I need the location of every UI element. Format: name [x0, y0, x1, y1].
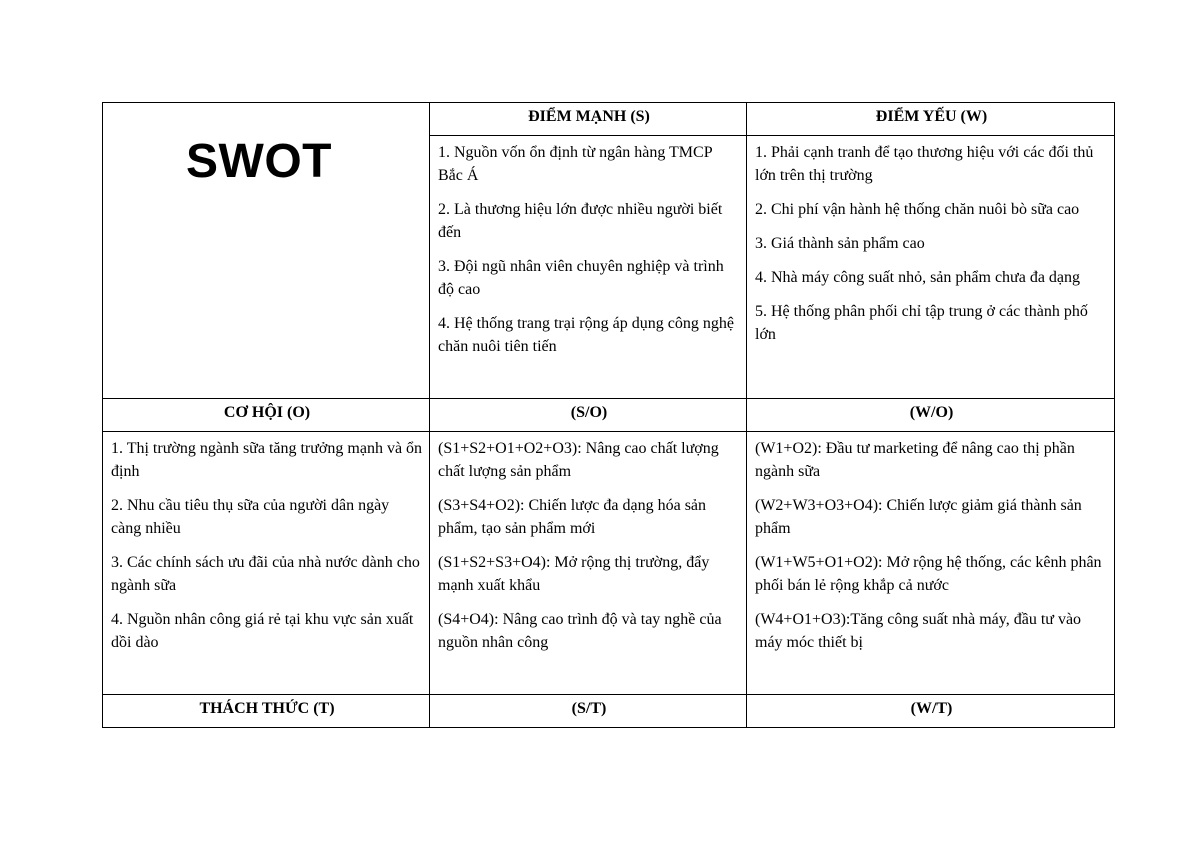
o-content-row: [103, 432, 1115, 695]
header-row: [103, 103, 1115, 136]
so-list: [430, 432, 747, 695]
so-header: (S/O): [430, 399, 747, 432]
list-item: (W1+O2): Đầu tư marketing để nâng cao thị phần ngành sữa: [755, 440, 1075, 480]
threats-header: THÁCH THỨC (T): [103, 695, 430, 728]
weaknesses-list: [747, 136, 1115, 399]
opportunities-list: [103, 432, 430, 695]
list-item: 3. Giá thành sản phẩm cao: [755, 235, 925, 252]
list-item: (S1+S2+O1+O2+O3): Nâng cao chất lượng chất lượng sản phẩm: [438, 440, 719, 480]
list-item: 1. Thị trường ngành sữa tăng trưởng mạnh và ổn định: [111, 440, 423, 480]
list-item: 3. Đội ngũ nhân viên chuyên nghiệp và trình độ cao: [438, 258, 724, 298]
list-item: (S4+O4): Nâng cao trình độ và tay nghề của nguồn nhân công: [438, 611, 722, 651]
list-item: 4. Hệ thống trang trại rộng áp dụng công nghệ chăn nuôi tiên tiến: [438, 315, 734, 355]
list-item: 3. Các chính sách ưu đãi của nhà nước dành cho ngành sữa: [111, 554, 420, 594]
weaknesses-header: ĐIỂM YẾU (W): [747, 103, 1115, 136]
list-item: 1. Phải cạnh tranh để tạo thương hiệu với các đối thủ lớn trên thị trường: [755, 144, 1094, 184]
list-item: 2. Là thương hiệu lớn được nhiều người biết đến: [438, 201, 723, 241]
wt-header: (W/T): [747, 695, 1115, 728]
list-item: 2. Chi phí vận hành hệ thống chăn nuôi bò sữa cao: [755, 201, 1080, 218]
wo-header: (W/O): [747, 399, 1115, 432]
wo-list: [747, 432, 1115, 695]
list-item: (W4+O1+O3):Tăng công suất nhà máy, đầu tư vào máy móc thiết bị: [755, 611, 1082, 651]
st-header: (S/T): [430, 695, 747, 728]
list-item: 2. Nhu cầu tiêu thụ sữa của người dân ngày càng nhiều: [111, 497, 390, 537]
strengths-list: [430, 136, 747, 399]
list-item: (W1+W5+O1+O2): Mở rộng hệ thống, các kênh phân phối bán lẻ rộng khắp cả nước: [755, 554, 1102, 594]
list-item: (W2+W3+O3+O4): Chiến lược giảm giá thành sản phẩm: [755, 497, 1082, 537]
list-item: 4. Nhà máy công suất nhỏ, sản phẩm chưa đa dạng: [755, 269, 1081, 286]
opportunities-header: CƠ HỘI (O): [103, 399, 430, 432]
swot-table: [102, 102, 1115, 728]
t-header-row: [103, 695, 1115, 728]
o-header-row: [103, 399, 1115, 432]
list-item: (S1+S2+S3+O4): Mở rộng thị trường, đẩy mạnh xuất khẩu: [438, 554, 710, 594]
strengths-header: ĐIỂM MẠNH (S): [430, 103, 747, 136]
list-item: 5. Hệ thống phân phối chỉ tập trung ở các thành phố lớn: [755, 303, 1088, 343]
list-item: (S3+S4+O2): Chiến lược đa dạng hóa sản phẩm, tạo sản phẩm mới: [438, 497, 707, 537]
list-item: 4. Nguồn nhân công giá rẻ tại khu vực sản xuất dồi dào: [111, 611, 414, 651]
swot-title: SWOT: [186, 135, 332, 188]
list-item: 1. Nguồn vốn ổn định từ ngân hàng TMCP Bắc Á: [438, 144, 713, 184]
swot-title-cell: [103, 103, 430, 399]
